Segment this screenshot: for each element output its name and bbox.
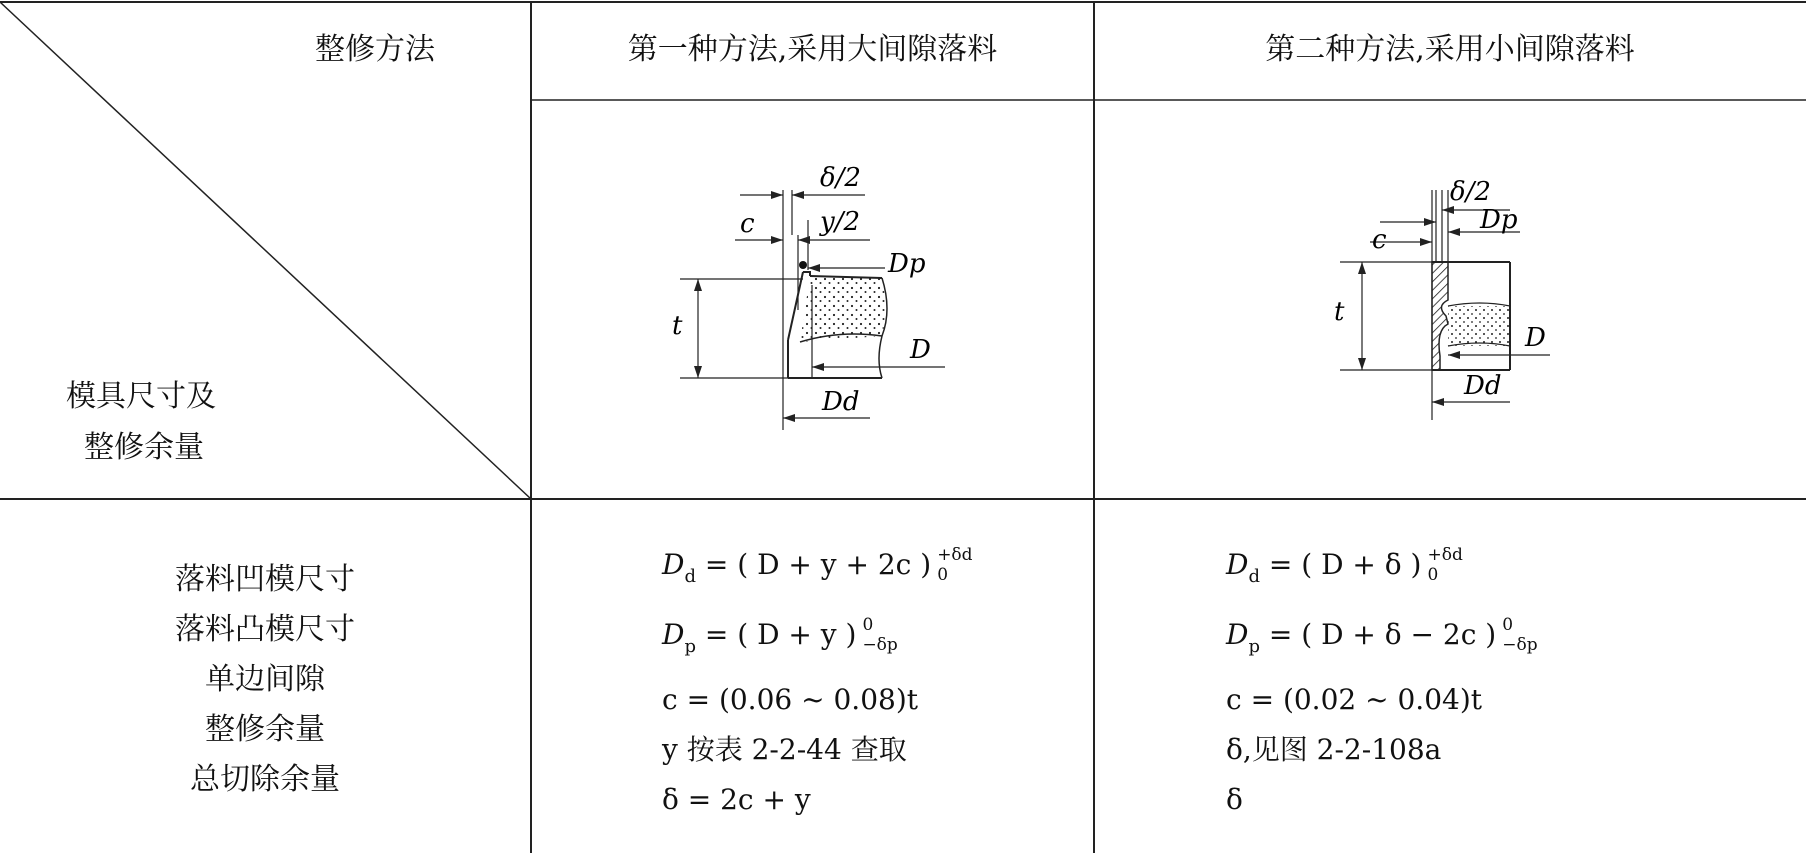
t-label: t	[672, 311, 683, 341]
t-label-2: t	[1334, 297, 1345, 327]
row-label-clearance: 单边间隙	[205, 662, 325, 697]
method1-allowance: y 按表 2-2-44 查取	[662, 733, 907, 766]
delta-half-label-2: δ/2	[1450, 180, 1491, 207]
dp-label: Dp	[888, 249, 926, 279]
method2-clearance: c = (0.02 ~ 0.04)t	[1226, 683, 1482, 716]
corner-top-label: 整修方法	[315, 32, 435, 67]
dd-label: Dd	[822, 387, 860, 417]
dd-label-2: Dd	[1464, 371, 1502, 401]
method1-clearance: c = (0.06 ~ 0.08)t	[662, 683, 918, 716]
method2-diagram	[1330, 180, 1630, 430]
c-label-2: c	[1372, 225, 1387, 255]
d-label: D	[910, 335, 931, 365]
row-label-punch: 落料凸模尺寸	[175, 612, 355, 647]
method2-allowance: δ,见图 2-2-108a	[1226, 733, 1442, 766]
method1-total: δ = 2c + y	[662, 783, 811, 816]
row-labels	[120, 555, 410, 805]
method2-die-size: $D_d$ = ( D + δ ) +δd 0	[1226, 544, 1463, 587]
method1-die-size: $D_d$ = ( D + y + 2c ) +δd 0	[662, 544, 973, 587]
y-half-label: y/2	[820, 207, 860, 237]
method2-total: δ	[1226, 783, 1243, 816]
method2-punch-size: $D_p$ = ( D + δ − 2c ) 0 −δp	[1226, 614, 1538, 657]
diagonal-header-line	[0, 2, 531, 499]
c-label: c	[740, 209, 755, 239]
corner-bottom-label-line2: 整修余量	[84, 430, 204, 465]
d-label-2: D	[1525, 323, 1546, 353]
row-label-total: 总切除余量	[190, 762, 340, 797]
row-label-allowance: 整修余量	[205, 712, 325, 747]
dp-label-2: Dp	[1480, 205, 1518, 235]
method2-header: 第二种方法,采用小间隙落料	[1265, 32, 1635, 67]
corner-bottom-label-line1: 模具尺寸及	[66, 379, 216, 414]
delta-half-label: δ/2	[820, 163, 861, 193]
method1-punch-size: $D_p$ = ( D + y ) 0 −δp	[662, 614, 898, 657]
method1-diagram	[670, 160, 970, 440]
row-label-die: 落料凹模尺寸	[175, 562, 355, 597]
method1-header: 第一种方法,采用大间隙落料	[627, 32, 998, 67]
